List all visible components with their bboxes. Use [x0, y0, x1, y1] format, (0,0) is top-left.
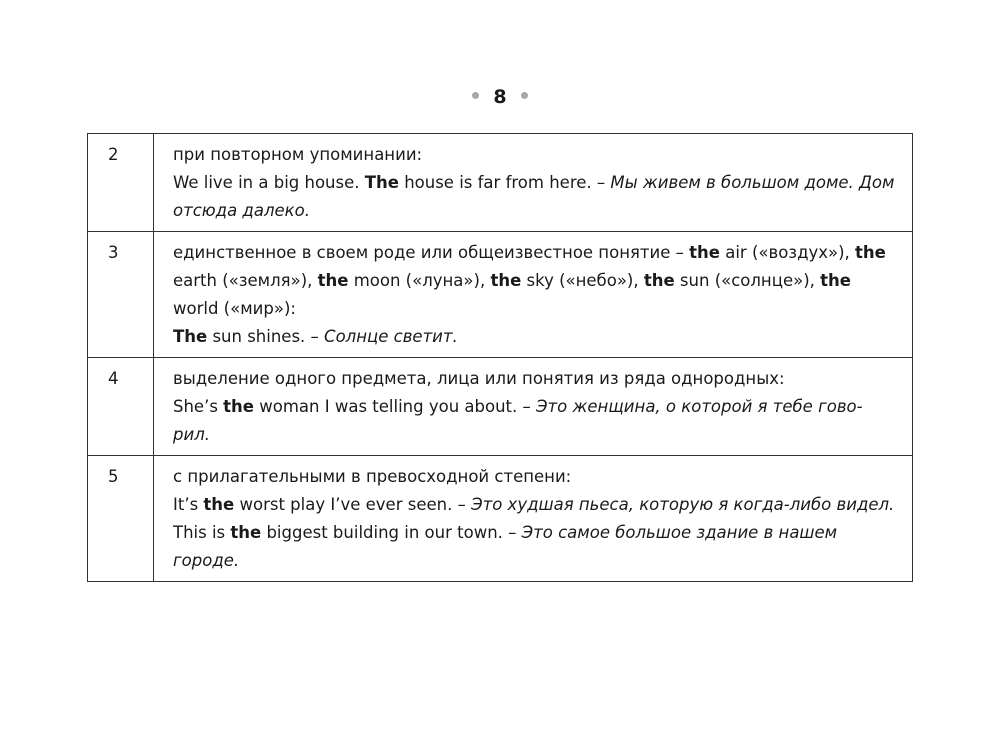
article-the: the — [855, 243, 886, 262]
text-segment: world («мир»): — [173, 299, 296, 318]
text-segment: sun («солнце»), — [674, 271, 821, 290]
russian-translation: Это худшая пьеса, которую я когда-либо видел. — [471, 495, 895, 514]
article-the: the — [230, 523, 262, 542]
table-row — [88, 232, 913, 358]
russian-translation: Это женщина, о которой я тебе гово-рил. — [173, 397, 863, 444]
example-line — [173, 491, 898, 519]
page-number-value: 8 — [493, 86, 507, 108]
article-the: the — [203, 495, 235, 514]
article-the: the — [317, 271, 349, 290]
row-number: 4 — [88, 358, 154, 456]
russian-translation: Это самое большое здание в нашем городе. — [173, 523, 838, 570]
rule-description — [173, 463, 898, 491]
table-row — [88, 134, 913, 232]
article-usage-table — [87, 133, 913, 582]
text-segment: при повторном упоминании: — [173, 145, 423, 164]
article-the: the — [643, 271, 675, 290]
article-the: the — [223, 397, 254, 416]
text-segment: с прилагательными в превосходной степени: — [173, 467, 572, 486]
row-content — [154, 232, 913, 358]
row-content — [154, 358, 913, 456]
example-line — [173, 169, 898, 225]
row-content — [154, 134, 913, 232]
article-usage-table-body — [88, 134, 913, 582]
row-content — [154, 456, 913, 582]
row-number: 2 — [88, 134, 154, 232]
row-number: 5 — [88, 456, 154, 582]
text-segment: единственное в своем роде или общеизвестное понятие – — [173, 243, 690, 262]
text-segment: air («воздух»), — [719, 243, 856, 262]
example-line — [173, 323, 898, 351]
table-row — [88, 456, 913, 582]
text-segment: sun shines. – — [207, 327, 325, 346]
text-segment: We live in a big house. — [173, 173, 365, 192]
text-segment: sky («небо»), — [521, 271, 644, 290]
text-segment: biggest building in our town. – — [261, 523, 522, 542]
text-segment: This is — [173, 523, 231, 542]
example-line — [173, 519, 898, 575]
table-row — [88, 358, 913, 456]
row-number: 3 — [88, 232, 154, 358]
text-segment: house is far from here. – — [398, 173, 611, 192]
text-segment: earth («земля»), — [173, 271, 318, 290]
text-segment: She’s — [173, 397, 224, 416]
russian-translation: Солнце светит. — [324, 327, 458, 346]
text-segment: It’s — [173, 495, 204, 514]
rule-description — [173, 239, 898, 323]
article-the: the — [820, 271, 851, 290]
example-line — [173, 393, 898, 449]
article-the: the — [689, 243, 720, 262]
page-number-right-dot-icon — [521, 92, 528, 99]
page-number-left-dot-icon — [472, 92, 479, 99]
article-the: The — [364, 173, 399, 192]
page-number — [0, 84, 1000, 110]
rule-description — [173, 365, 898, 393]
text-segment: woman I was telling you about. – — [254, 397, 536, 416]
text-segment: worst play I’ve ever seen. – — [234, 495, 472, 514]
article-the: The — [173, 327, 208, 346]
text-segment: moon («луна»), — [348, 271, 491, 290]
russian-translation: Мы живем в большом доме. Дом отсюда далеко. — [173, 173, 895, 220]
text-segment: выделение одного предмета, лица или понятия из ряда однородных: — [173, 369, 785, 388]
rule-description — [173, 141, 898, 169]
article-the: the — [490, 271, 522, 290]
